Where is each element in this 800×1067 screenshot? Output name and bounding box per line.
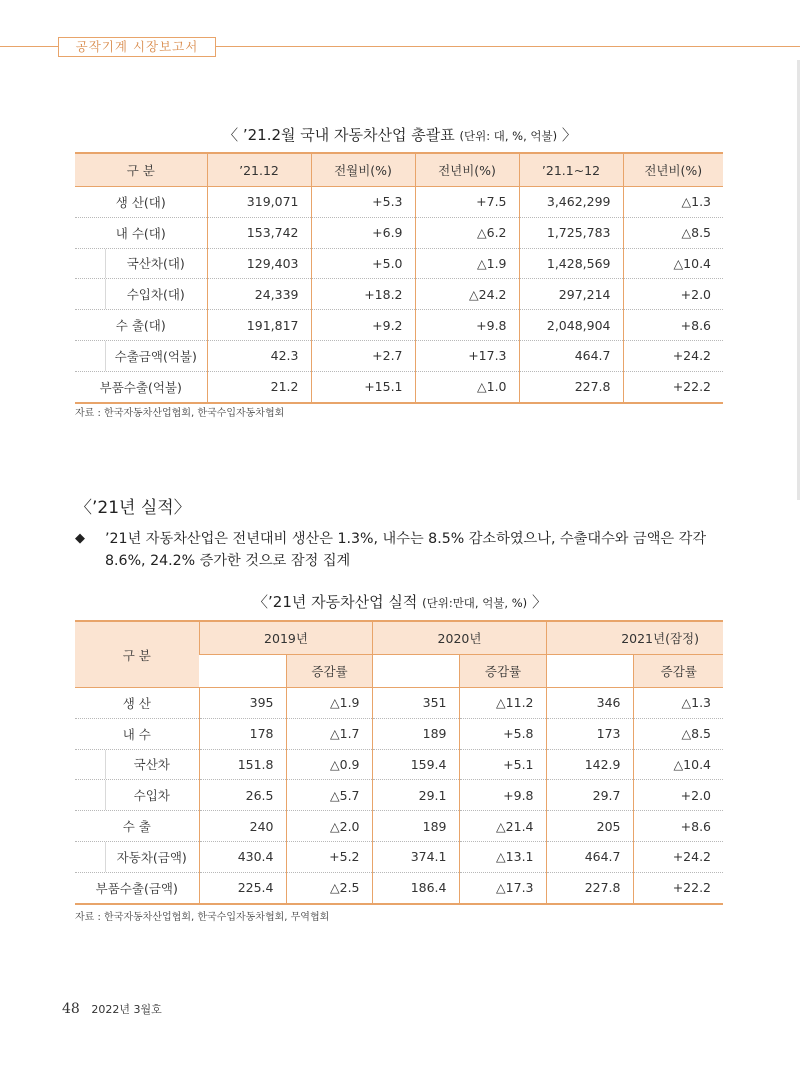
table-cell: +9.8	[415, 310, 519, 341]
row-label: 생 산	[75, 688, 199, 719]
table-cell: △24.2	[415, 279, 519, 310]
table1-caption	[0, 124, 800, 145]
table-cell: 29.1	[372, 780, 459, 811]
table-row	[75, 340, 723, 371]
row-label: 내 수	[75, 718, 199, 749]
row-label: 국산차(대)	[75, 248, 207, 279]
table-cell: △8.5	[633, 718, 723, 749]
section-title: 〈’21년 실적〉	[75, 498, 191, 518]
table-cell: +5.0	[311, 248, 415, 279]
table-row	[75, 811, 723, 842]
row-label: 수입차	[75, 780, 199, 811]
table-cell: 151.8	[199, 749, 286, 780]
table-cell: +9.8	[459, 780, 546, 811]
row-label: 부품수출(억불)	[75, 371, 207, 402]
table-cell: +2.0	[633, 780, 723, 811]
diamond-bullet-icon: ◆	[75, 531, 85, 546]
table-cell: 225.4	[199, 872, 286, 903]
table1-header-month: ’21.12	[207, 153, 311, 187]
table-row	[75, 187, 723, 218]
table1	[75, 152, 723, 404]
table-cell: △17.3	[459, 872, 546, 903]
table-cell: +24.2	[623, 340, 723, 371]
table1-body	[75, 187, 723, 403]
table-cell: 189	[372, 718, 459, 749]
row-label: 수출금액(억불)	[75, 340, 207, 371]
table-cell: 173	[546, 718, 633, 749]
table-cell: 159.4	[372, 749, 459, 780]
table-cell: +8.6	[623, 310, 723, 341]
table-cell: +22.2	[623, 371, 723, 402]
table-row	[75, 841, 723, 872]
table-row	[75, 279, 723, 310]
table-cell: 129,403	[207, 248, 311, 279]
table-cell: 351	[372, 688, 459, 719]
row-label: 국산차	[75, 749, 199, 780]
row-label: 자동차(금액)	[75, 841, 199, 872]
table-cell: 2,048,904	[519, 310, 623, 341]
table2-caption-close: 〉	[531, 593, 547, 611]
table-cell: +24.2	[633, 841, 723, 872]
table-cell: 227.8	[546, 872, 633, 903]
table2-header-2020: 2020년	[372, 621, 546, 655]
table-cell: △1.3	[633, 688, 723, 719]
table-cell: +9.2	[311, 310, 415, 341]
table1-header-ytd-yoy: 전년비(%)	[623, 153, 723, 187]
bullet-text: ’21년 자동차산업은 전년대비 생산은 1.3%, 내수는 8.5% 감소하였으나, 수출대수와 금액은 각각 8.6%, 24.2% 증가한 것으로 잠정 집계	[105, 531, 707, 569]
table-cell: +5.2	[286, 841, 372, 872]
row-label: 내 수(대)	[75, 217, 207, 248]
table-cell: △8.5	[623, 217, 723, 248]
table-cell: +2.0	[623, 279, 723, 310]
table-cell: +6.9	[311, 217, 415, 248]
table2-subheader-rate-2020: 증감률	[459, 655, 546, 688]
table-row	[75, 749, 723, 780]
header-tab: 공작기계 시장보고서	[58, 37, 216, 57]
table-row	[75, 718, 723, 749]
table-cell: △11.2	[459, 688, 546, 719]
table-cell: +8.6	[633, 811, 723, 842]
table1-caption-close: 〉	[561, 126, 577, 144]
table-row	[75, 780, 723, 811]
table-cell: 374.1	[372, 841, 459, 872]
table2-header-2019: 2019년	[199, 621, 372, 655]
table2-subheader-blank-2019	[199, 655, 286, 688]
issue-label: 2022년 3월호	[91, 1003, 162, 1016]
table-cell: △2.5	[286, 872, 372, 903]
table1-header-mom: 전월비(%)	[311, 153, 415, 187]
table2-header-gubun: 구 분	[75, 621, 199, 688]
bullet-paragraph	[75, 528, 735, 572]
table2-caption	[0, 591, 800, 612]
table-cell: △10.4	[623, 248, 723, 279]
table-row	[75, 310, 723, 341]
table2-header-2021: 2021년(잠정)	[546, 621, 723, 655]
table-cell: △21.4	[459, 811, 546, 842]
table2-source: 자료 : 한국자동차산업협회, 한국수입자동차협회, 무역협회	[75, 912, 330, 923]
table-row	[75, 371, 723, 402]
table-row	[75, 688, 723, 719]
table1-caption-text: 〈 ’21.2월 국내 자동차산업 총괄표	[223, 126, 455, 144]
table-cell: 346	[546, 688, 633, 719]
table-cell: 319,071	[207, 187, 311, 218]
table-cell: +5.3	[311, 187, 415, 218]
table-cell: +15.1	[311, 371, 415, 402]
table-row	[75, 872, 723, 903]
table-cell: 464.7	[546, 841, 633, 872]
table-row	[75, 248, 723, 279]
table-cell: △1.9	[286, 688, 372, 719]
table2-subheader-blank-2021	[546, 655, 633, 688]
table-cell: 42.3	[207, 340, 311, 371]
table2-caption-unit: (단위:만대, 억불, %)	[422, 596, 528, 610]
table-cell: +18.2	[311, 279, 415, 310]
table2-subheader-rate-2021: 증감률	[633, 655, 723, 688]
table-cell: △1.7	[286, 718, 372, 749]
table1-header-gubun: 구 분	[75, 153, 207, 187]
table2-subheader-blank-2020	[372, 655, 459, 688]
table-cell: △13.1	[459, 841, 546, 872]
table-cell: △1.3	[623, 187, 723, 218]
page-number: 48	[62, 1001, 80, 1017]
table-cell: △6.2	[415, 217, 519, 248]
table-cell: △1.9	[415, 248, 519, 279]
table-cell: △5.7	[286, 780, 372, 811]
table-cell: 1,428,569	[519, 248, 623, 279]
table1-caption-unit: (단위: 대, %, 억불)	[459, 129, 558, 143]
table-cell: +22.2	[633, 872, 723, 903]
table-cell: 142.9	[546, 749, 633, 780]
table-cell: +5.8	[459, 718, 546, 749]
table-cell: 189	[372, 811, 459, 842]
table-cell: 297,214	[519, 279, 623, 310]
row-label: 생 산(대)	[75, 187, 207, 218]
table-cell: 191,817	[207, 310, 311, 341]
table-cell: 29.7	[546, 780, 633, 811]
footer	[62, 1001, 162, 1017]
table-cell: 26.5	[199, 780, 286, 811]
table1-header-yoy: 전년비(%)	[415, 153, 519, 187]
row-label: 수입차(대)	[75, 279, 207, 310]
table1-source: 자료 : 한국자동차산업협회, 한국수입자동차협회	[75, 408, 285, 419]
table-cell: 205	[546, 811, 633, 842]
table-cell: 395	[199, 688, 286, 719]
table-cell: 3,462,299	[519, 187, 623, 218]
table-cell: +7.5	[415, 187, 519, 218]
table-cell: 153,742	[207, 217, 311, 248]
table-cell: 1,725,783	[519, 217, 623, 248]
table-cell: 186.4	[372, 872, 459, 903]
table-cell: 430.4	[199, 841, 286, 872]
table-cell: 24,339	[207, 279, 311, 310]
table-cell: 227.8	[519, 371, 623, 402]
table-cell: △1.0	[415, 371, 519, 402]
table-cell: 464.7	[519, 340, 623, 371]
table2-body	[75, 688, 723, 904]
row-label: 부품수출(금액)	[75, 872, 199, 903]
table-cell: +17.3	[415, 340, 519, 371]
table1-header-ytd: ’21.1~12	[519, 153, 623, 187]
table2-subheader-rate-2019: 증감률	[286, 655, 372, 688]
table2	[75, 620, 723, 905]
table-cell: 240	[199, 811, 286, 842]
table-row	[75, 217, 723, 248]
table-cell: +2.7	[311, 340, 415, 371]
table-cell: △0.9	[286, 749, 372, 780]
table-cell: 178	[199, 718, 286, 749]
row-label: 수 출(대)	[75, 310, 207, 341]
table-cell: △2.0	[286, 811, 372, 842]
row-label: 수 출	[75, 811, 199, 842]
table2-caption-text: 〈’21년 자동차산업 실적	[253, 593, 418, 611]
table-cell: △10.4	[633, 749, 723, 780]
table-cell: 21.2	[207, 371, 311, 402]
table-cell: +5.1	[459, 749, 546, 780]
